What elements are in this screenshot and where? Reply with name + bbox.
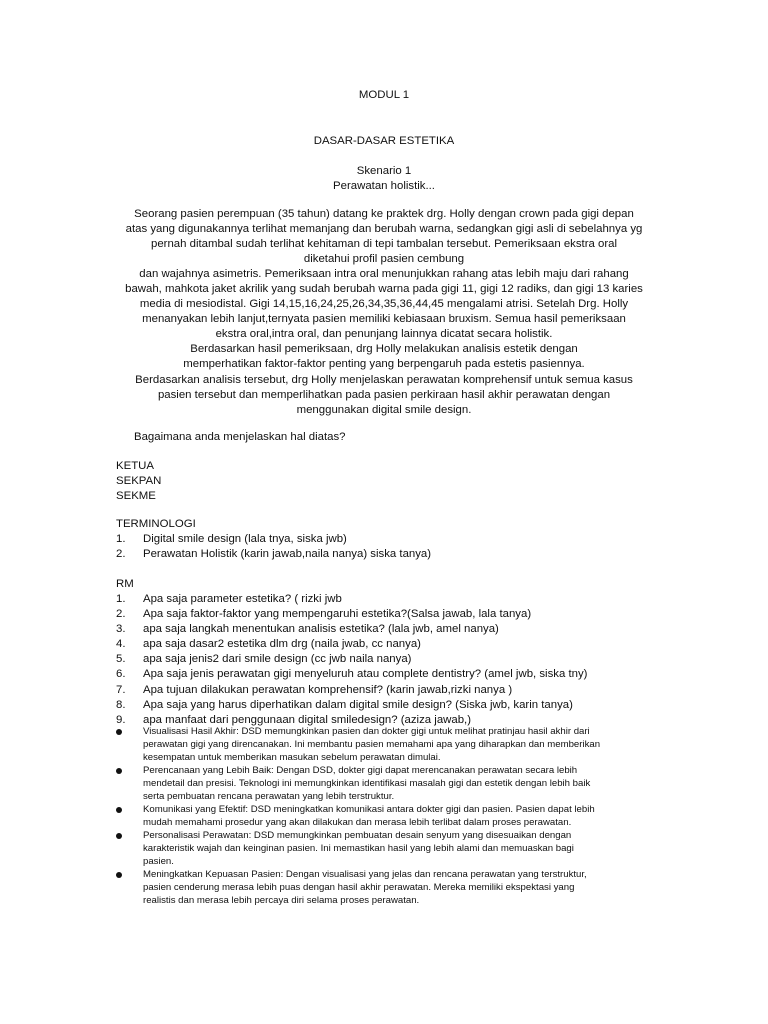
list-item <box>116 592 587 607</box>
scenario-number: Skenario 1 <box>356 165 412 177</box>
module-title: MODUL 1 <box>358 89 410 101</box>
rm-title: RM <box>116 578 134 590</box>
list-item <box>116 547 431 562</box>
bullet-text <box>143 764 590 803</box>
scenario-line: memperhatikan faktor-faktor penting yang berpengaruh pada estetis pasiennya. <box>183 358 585 371</box>
bullet-text <box>143 725 600 764</box>
item-number: 6. <box>116 668 126 681</box>
terminologi-title: TERMINOLOGI <box>116 518 196 530</box>
discussion-question: Bagaimana anda menjelaskan hal diatas? <box>134 431 346 443</box>
bullet-dot-icon <box>116 868 143 907</box>
role-sekpan: SEKPAN <box>116 475 162 487</box>
scenario-line: pernah ditambal sudah terlihat kehitaman di tepi tambalan tersebut. Pemeriksaan ekstra oral <box>150 238 617 251</box>
role-list <box>116 459 161 504</box>
benefit-bullet-list <box>116 725 636 907</box>
item-number: 8. <box>116 698 126 711</box>
bullet-line: perawatan gigi yang direncanakan. Ini membantu pasien memahami apa yang diharapkan dan memberikan <box>143 739 601 750</box>
scenario-line: bawah, mahkota jaket akrilik yang sudah berubah warna pada gigi 11, gigi 12 radiks, dan gigi 13 karies <box>125 283 643 296</box>
item-number: 9. <box>116 713 126 726</box>
item-text: Apa saja parameter estetika? ( rizki jwb <box>143 593 342 605</box>
scenario-line: pasien tersebut dan memperlihatkan pada pasien perkiraan hasil akhir perawatan dengan <box>157 388 611 401</box>
scenario-line: atas yang digunakannya terlihat memanjang dan berubah warna, sedangkan gigi asli di sebelahnya yg <box>125 223 643 236</box>
scenario-text <box>104 207 664 418</box>
bullet-line: serta pembuatan rencana perawatan yang lebih terstruktur. <box>143 791 395 802</box>
item-text: apa saja dasar2 estetika dlm drg (naila jwab, cc nanya) <box>143 638 421 651</box>
bullet-dot-icon <box>116 764 143 803</box>
bullet-line: pasien. <box>143 856 174 867</box>
bullet-item <box>116 725 636 764</box>
bullet-line: karakteristik wajah dan keinginan pasien. Ini memastikan hasil yang lebih alami dan memuaskan bagi <box>143 843 574 854</box>
bullet-line: Personalisasi Perawatan: DSD memungkinkan pembuatan desain senyum yang disesuaikan dengan <box>143 830 572 841</box>
terminologi-list <box>116 532 431 562</box>
item-number: 1. <box>116 533 126 545</box>
list-item <box>116 652 587 667</box>
item-text: apa saja langkah menentukan analisis estetika? (lala jwb, amel nanya) <box>143 623 499 636</box>
item-number: 7. <box>116 683 126 696</box>
bullet-line: mudah memahami prosedur yang akan dilakukan dan merasa lebih terlibat dalam proses perawatan. <box>143 817 572 828</box>
bullet-item <box>116 764 636 803</box>
bullet-line: pasien cenderung merasa lebih puas dengan hasil akhir perawatan. Mereka memiliki ekspektasi yang <box>143 882 575 893</box>
scenario-line: Seorang pasien perempuan (35 tahun) datang ke praktek drg. Holly dengan crown pada gigi depan <box>134 208 634 220</box>
list-item <box>116 698 587 713</box>
scenario-heading <box>0 164 768 194</box>
list-item <box>116 683 587 698</box>
bullet-text <box>143 868 587 907</box>
role-ketua: KETUA <box>116 460 154 472</box>
scenario-line: menanyakan lebih lanjut,ternyata pasien memiliki kebiasaan bruxism. Semua hasil pemeriksaan <box>142 313 626 326</box>
item-number: 3. <box>116 623 126 636</box>
bullet-item <box>116 829 636 868</box>
item-text: Apa tujuan dilakukan perawatan komprehensif? (karin jawab,rizki nanya ) <box>143 683 513 696</box>
bullet-dot-icon <box>116 725 143 764</box>
item-text: Apa saja faktor-faktor yang mempengaruhi estetika?(Salsa jawab, lala tanya) <box>143 608 532 621</box>
bullet-item <box>116 868 636 907</box>
bullet-line: mendetail dan presisi. Teknologi ini memungkinkan identifikasi masalah gigi dan estetik dengan lebih baik <box>143 778 591 789</box>
scenario-line: ekstra oral,intra oral, dan penunjang lainnya dicatat secara holistik. <box>215 328 553 341</box>
scenario-line: Berdasarkan analisis tersebut, drg Holly menjelaskan perawatan komprehensif untuk semua kasus <box>135 373 633 386</box>
scenario-line: diketahui profil pasien cembung <box>303 253 465 266</box>
role-sekme: SEKME <box>116 490 156 502</box>
item-text: apa saja jenis2 dari smile design (cc jwb naila nanya) <box>143 653 412 666</box>
scenario-subtitle: Perawatan holistik... <box>333 180 435 192</box>
list-item <box>116 622 587 637</box>
bullet-line: realistis dan merasa lebih percaya diri selama proses perawatan. <box>143 895 420 906</box>
rm-list <box>116 592 587 728</box>
item-text: Perawatan Holistik (karin jawab,naila nanya) siska tanya) <box>143 548 432 561</box>
item-number: 2. <box>116 608 126 621</box>
list-item <box>116 607 587 622</box>
bullet-dot-icon <box>116 803 143 829</box>
item-text: Apa saja jenis perawatan gigi menyeluruh atau complete dentistry? (amel jwb, siska tny) <box>143 668 588 681</box>
item-text: Digital smile design (lala tnya, siska jwb) <box>143 533 347 545</box>
item-text: apa manfaat dari penggunaan digital smiledesign? (aziza jawab,) <box>143 713 472 726</box>
bullet-item <box>116 803 636 829</box>
item-number: 4. <box>116 638 126 651</box>
scenario-line: Berdasarkan hasil pemeriksaan, drg Holly melakukan analisis estetik dengan <box>190 343 578 356</box>
bullet-text <box>143 829 574 868</box>
list-item <box>116 637 587 652</box>
bullet-line: Komunikasi yang Efektif: DSD meningkatkan komunikasi antara dokter gigi dan pasien. Pasien dapat lebih <box>143 804 595 815</box>
bullet-dot-icon <box>116 829 143 868</box>
scenario-line: menggunakan digital smile design. <box>296 403 472 416</box>
scenario-line: dan wajahnya asimetris. Pemeriksaan intra oral menunjukkan rahang atas lebih maju dari rahang <box>139 268 629 281</box>
item-number: 1. <box>116 593 126 605</box>
bullet-text <box>143 803 595 829</box>
item-number: 5. <box>116 653 126 666</box>
chapter-title: DASAR-DASAR ESTETIKA <box>313 135 455 147</box>
bullet-line: Meningkatkan Kepuasan Pasien: Dengan visualisasi yang jelas dan rencana perawatan yang terstruktur, <box>143 869 587 880</box>
scenario-line: media di mesiodistal. Gigi 14,15,16,24,25,26,34,35,36,44,45 mengalami atrisi. Setelah Drg. Holly <box>139 298 629 311</box>
list-item <box>116 667 587 682</box>
bullet-line: kesempatan untuk memberikan masukan sebelum perawatan dimulai. <box>143 752 441 763</box>
bullet-line: Perencanaan yang Lebih Baik: Dengan DSD, dokter gigi dapat merencanakan perawatan secara lebih <box>143 765 578 776</box>
item-number: 2. <box>116 548 126 561</box>
bullet-line: Visualisasi Hasil Akhir: DSD memungkinkan pasien dan dokter gigi untuk melihat pratinjau hasil akhir dari <box>143 726 590 737</box>
list-item <box>116 532 431 547</box>
item-text: Apa saja yang harus diperhatikan dalam digital smile design? (Siska jwb, karin tanya) <box>143 698 573 711</box>
